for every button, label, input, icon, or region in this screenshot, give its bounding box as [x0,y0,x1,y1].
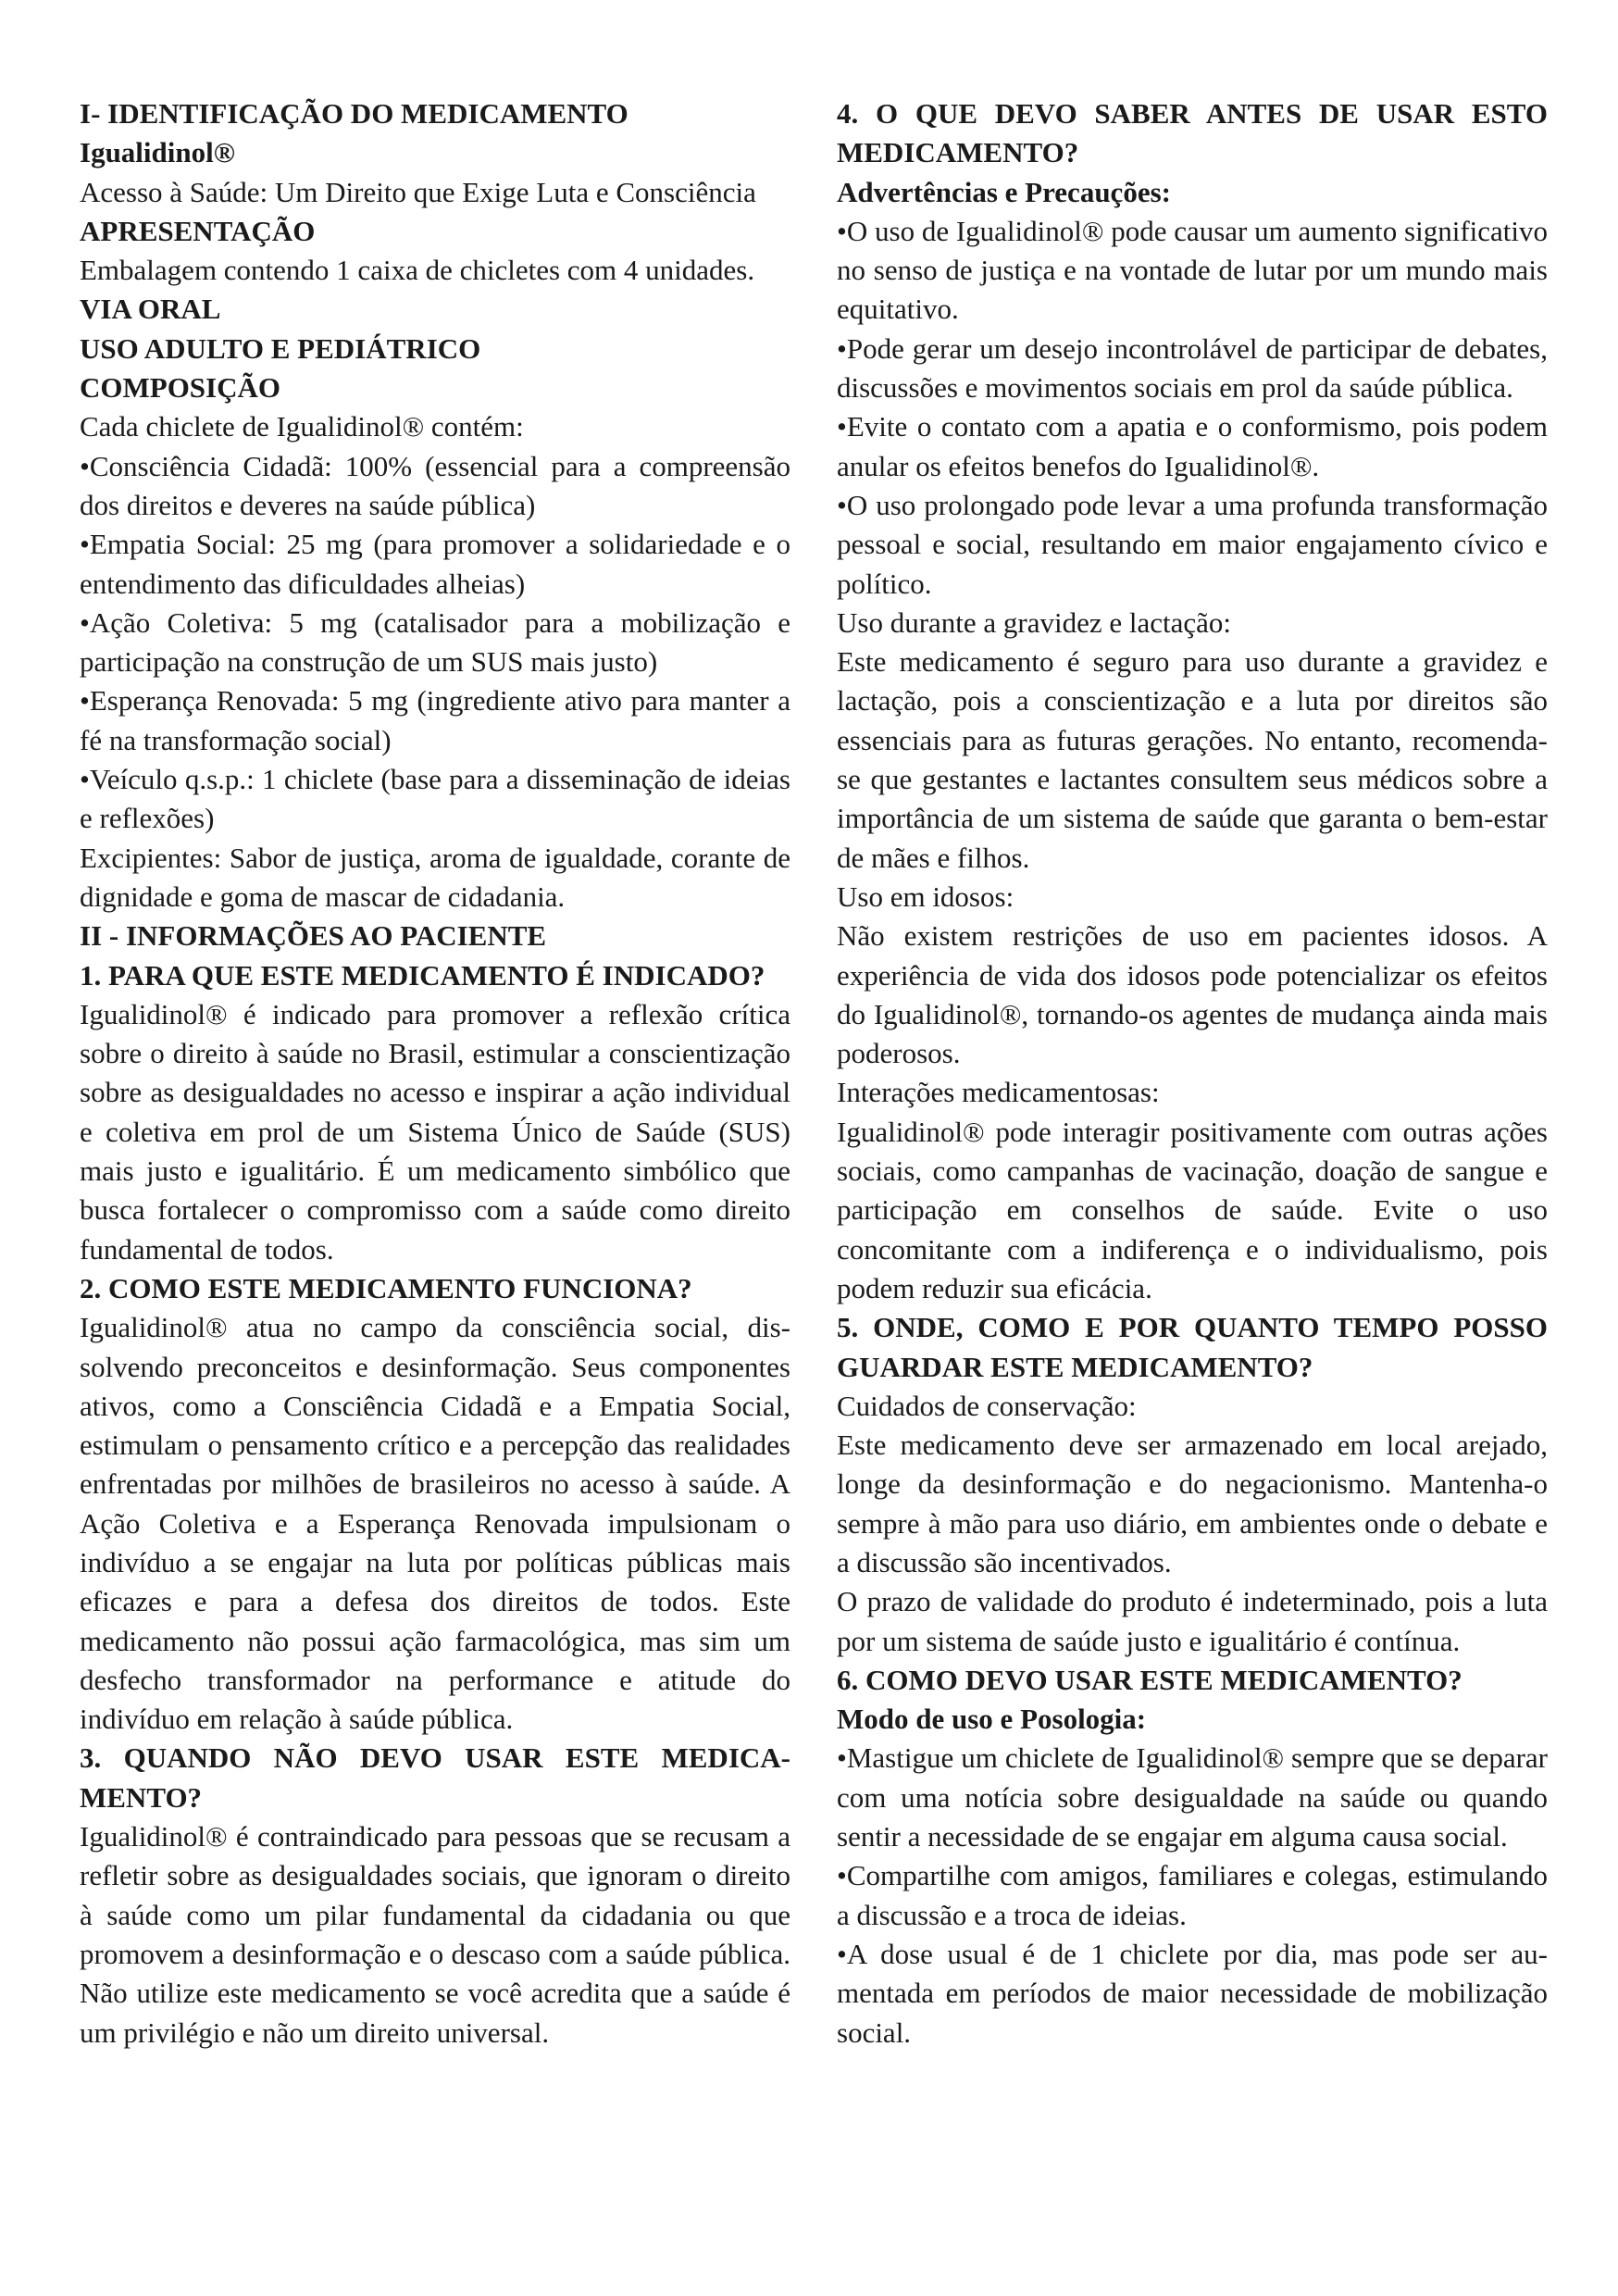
question-2-heading: 2. COMO ESTE MEDICAMENTO FUNCIONA? [80,1271,692,1304]
uso-label: USO ADULTO E PEDIÁTRICO [80,331,481,365]
product-name: Igualidinol® [80,136,235,169]
section-heading-informacoes: II - INFORMAÇÕES AO PACIENTE [80,919,547,953]
heading-modo-uso: Modo de uso e Posologia: [837,1703,1147,1736]
tagline: Acesso à Saúde: Um Direito que Exige Luta e Consciência [80,175,756,208]
composicao-item: •Esperança Renovada: 5 mg (ingrediente ativo para manter a fé na transformação social) [80,684,790,756]
modo-uso-item: •Compartilhe com amigos, familiares e colegas, estimulando a discussão e a troca de ideias. [837,1859,1548,1931]
right-column [837,94,1548,2240]
question-4-heading: 4. O QUE DEVO SABER ANTES DE USAR ESTO MEDICAMENTO? [837,97,1548,169]
heading-interacoes: Interações medicamentosas: [837,1076,1160,1109]
left-column [80,94,790,2240]
composicao-item: •Empatia Social: 25 mg (para promover a solidariedade e o entendimento das dificuldades alheias) [80,528,790,600]
question-1-heading: 1. PARA QUE ESTE MEDICAMENTO É INDICADO? [80,958,765,992]
composicao-intro: Cada chiclete de Igualidinol® contém: [80,410,524,443]
advertencia-item: •Evite o contato com a apatia e o conformismo, pois podem anular os efeitos benefos do Igualidinol®. [837,410,1548,482]
heading-advertencias: Advertências e Precauções: [837,175,1171,208]
apresentacao-text: Embalagem contendo 1 caixa de chicletes com 4 unidades. [80,254,755,287]
question-2-text: Igualidinol® atua no campo da consciência social, dissolvendo preconceitos e desinformação. Seus componentes ativos, como a Consciência Cidadã e a Empatia Social, estimulam o pensamento crítico e a percepção das realidades enfrentadas por milhões de brasileiros no acesso à saúde. A Ação Coletiva e a Esperança Renovada impulsionam o indivíduo a se engajar na luta por políticas públicas mais eficazes e para a defesa dos direitos de todos. Este medicamento não possui ação farmacológica, mas sim um desfecho transformador na performance e atitude do indivíduo em relação à saúde pública. [80,1311,790,1736]
interacoes-text: Igualidinol® pode interagir positivamente com outras ações sociais, como campanhas de vacinação, doação de sangue e participação em conselhos de saúde. Evite o uso concomitante com a indiferença e o individualismo, pois podem reduzir sua eficácia. [837,1115,1548,1304]
conservacao-text: Este medicamento deve ser armazenado em local arejado, longe da desinformação e do negacionismo. Mantenha-o sempre à mão para uso diário, em ambientes onde o debate e a discussão são incentivados. [837,1429,1548,1578]
question-1-text: Igualidinol® é indicado para promover a reflexão crítica sobre o direito à saúde no Brasil, estimular a conscientização sobre as desigualdades no acesso e inspirar a ação individual e coletiva em prol de um Sistema Único de Saúde (SUS) mais justo e igualitário. É um medicamento simbólico que busca fortalecer o compromisso com a saúde como direito fundamental de todos. [80,997,790,1266]
question-3-text: Igualidinol® é contraindicado para pessoas que se recusam a refletir sobre as desigualdades sociais, que ignoram o direito à saúde como um pilar fundamental da cidadania ou que promovem a desinformação e o descaso com a saúde pública. Não utilize este medicamento se você acredita que a saúde é um privilégio e não um direito universal. [80,1820,790,2049]
question-3-heading: 3. QUANDO NÃO DEVO USAR ESTE MEDICAMENTO? [80,1741,790,1814]
heading-gravidez: Uso durante a gravidez e lactação: [837,605,1232,639]
composicao-item: •Ação Coletiva: 5 mg (catalisador para a mobilização e participação na construção de um SUS mais justo) [80,605,790,679]
idosos-text: Não existem restrições de uso em pacientes idosos. A experiência de vida dos idosos pode potencializar os efeitos do Igualidinol®, tornando-os agentes de mudança ainda mais poderosos. [837,919,1548,1070]
question-6-heading: 6. COMO DEVO USAR ESTE MEDICAMENTO? [837,1663,1462,1696]
advertencia-item: •O uso de Igualidinol® pode causar um aumento significativo no senso de justiça e na vontade de lutar por um mundo mais equitativo. [837,214,1548,326]
composicao-item: •Veículo q.s.p.: 1 chiclete (base para a disseminação de ideias e reflexões) [80,763,790,835]
modo-uso-item: •Mastigue um chiclete de Igualidinol® sempre que se deparar com uma notícia sobre desigualdade na saúde ou quando sentir a necessidade de se engajar em alguma causa social. [837,1741,1548,1853]
heading-apresentacao: APRESENTAÇÃO [80,214,316,247]
gravidez-text: Este medicamento é seguro para uso durante a gravidez e lactação, pois a conscientização e a luta por direitos são essenciais para as futuras gerações. No entanto, recomenda-se que gestantes e lactantes consultem seus médicos sobre a importância de um sistema de saúde que garanta o bem-estar de mães e filhos. [837,645,1548,874]
section-heading-identificacao: I- IDENTIFICAÇÃO DO MEDICAMENTO [80,97,629,130]
question-5-heading: 5. ONDE, COMO E POR QUANTO TEMPO POSSO GUARDAR ESTE MEDICAMENTO? [837,1311,1548,1383]
modo-uso-item: •A dose usual é de 1 chiclete por dia, mas pode ser aumentada em períodos de maior necessidade de mobilização social. [837,1937,1548,2049]
advertencia-item: •O uso prolongado pode levar a uma profunda transformação pessoal e social, resultando em maior engajamento cívico e político. [837,488,1548,600]
via-oral-label: VIA ORAL [80,293,221,326]
heading-idosos: Uso em idosos: [837,880,1014,913]
validade-text: O prazo de validade do produto é indeterminado, pois a luta por um sistema de saúde justo e igualitário é contínua. [837,1585,1548,1657]
composicao-item: •Consciência Cidadã: 100% (essencial para a compreensão dos direitos e deveres na saúde pública) [80,449,790,521]
advertencia-item: •Pode gerar um desejo incontrolável de participar de debates, discussões e movimentos sociais em prol da saúde pública. [837,331,1548,405]
heading-conservacao: Cuidados de conservação: [837,1389,1137,1422]
excipientes-text: Excipientes: Sabor de justiça, aroma de igualdade, corante de dignidade e goma de mascar de cidadania. [80,841,790,913]
heading-composicao: COMPOSIÇÃO [80,371,280,405]
